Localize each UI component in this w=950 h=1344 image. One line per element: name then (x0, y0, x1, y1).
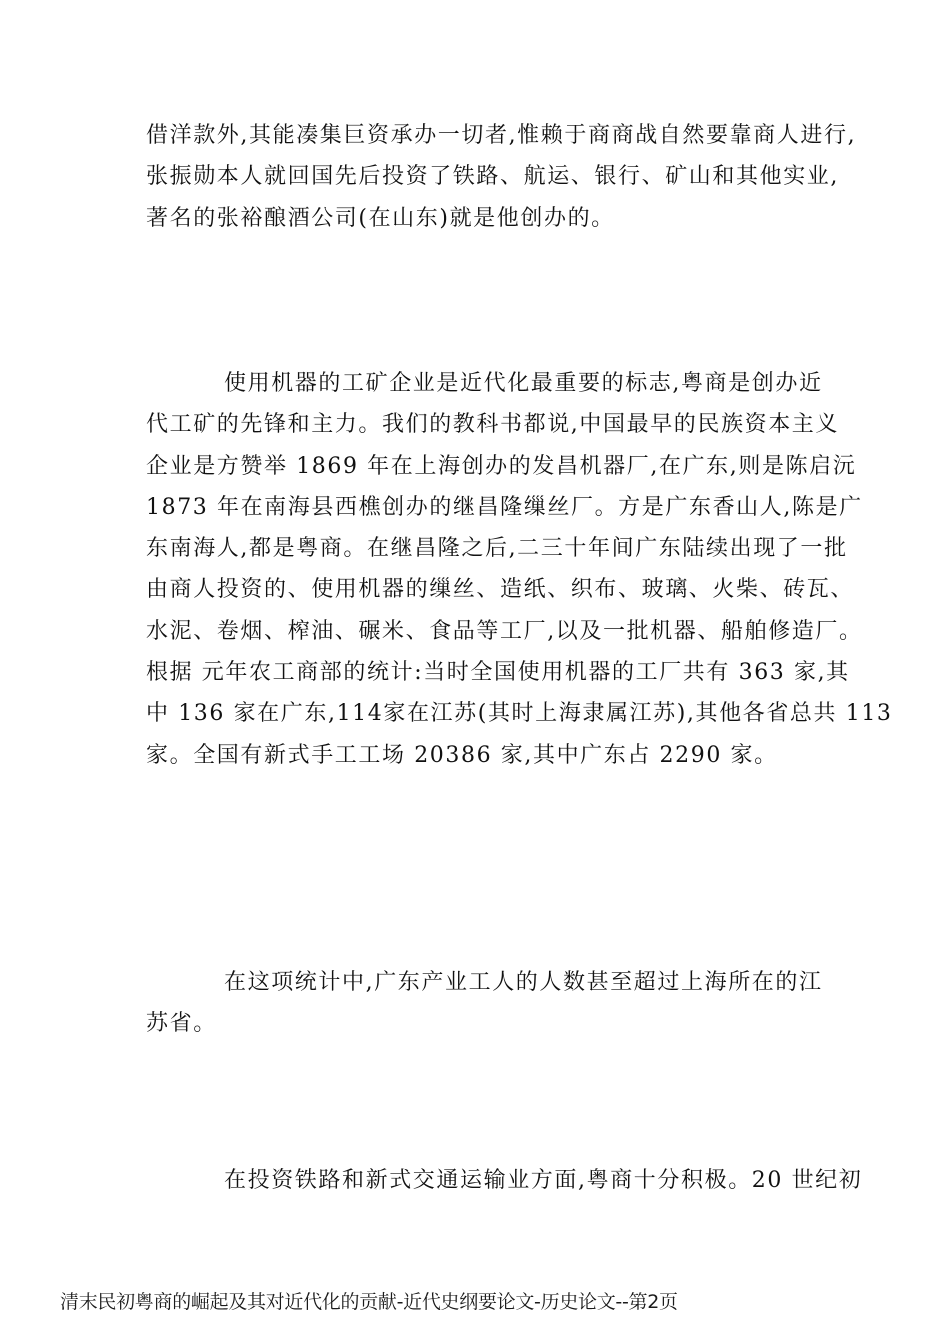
text-line: 中 136 家在广东,114家在江苏(其时上海隶属江苏),其他各省总共 113 (146, 701, 893, 727)
text-line: 著名的张裕酿酒公司(在山东)就是他创办的。 (146, 205, 615, 231)
page-footer: 清末民初粤商的崛起及其对近代化的贡献-近代史纲要论文-历史论文--第2页 (60, 1291, 678, 1313)
text-line: 由商人投资的、使用机器的缫丝、造纸、织布、玻璃、火柴、砖瓦、 (146, 577, 855, 603)
text-line: 在投资铁路和新式交通运输业方面,粤商十分积极。20 世纪初 (224, 1168, 863, 1193)
text-line: 张振勋本人就回国先后投资了铁路、航运、银行、矿山和其他实业, (146, 164, 839, 190)
text-line: 家。全国有新式手工工场 20386 家,其中广东占 2290 家。 (146, 742, 778, 768)
text-line: 水泥、卷烟、榨油、碾米、食品等工厂,以及一批机器、船舶修造厂。 (146, 618, 863, 644)
text-line: 使用机器的工矿企业是近代化最重要的标志,粤商是创办近 (224, 371, 823, 396)
paragraph-2 (146, 363, 893, 776)
paragraph-1 (146, 115, 857, 239)
text-line: 东南海人,都是粤商。在继昌隆之后,二三十年间广东陆续出现了一批 (146, 536, 848, 562)
text-line: 在这项统计中,广东产业工人的人数甚至超过上海所在的江 (224, 970, 823, 995)
paragraph-3 (146, 962, 823, 1045)
text-line: 苏省。 (146, 1011, 217, 1037)
text-line: 根据 元年农工商部的统计:当时全国使用机器的工厂共有 363 家,其 (146, 660, 850, 686)
text-line: 企业是方赞举 1869 年在上海创办的发昌机器厂,在广东,则是陈启沅 (146, 453, 857, 479)
text-line: 借洋款外,其能凑集巨资承办一切者,惟赖于商商战自然要靠商人进行, (146, 123, 857, 148)
text-line: 代工矿的先锋和主力。我们的教科书都说,中国最早的民族资本主义 (146, 412, 839, 438)
paragraph-4 (146, 1160, 863, 1201)
text-line: 1873 年在南海县西樵创办的继昌隆缫丝厂。方是广东香山人,陈是广 (146, 494, 863, 520)
